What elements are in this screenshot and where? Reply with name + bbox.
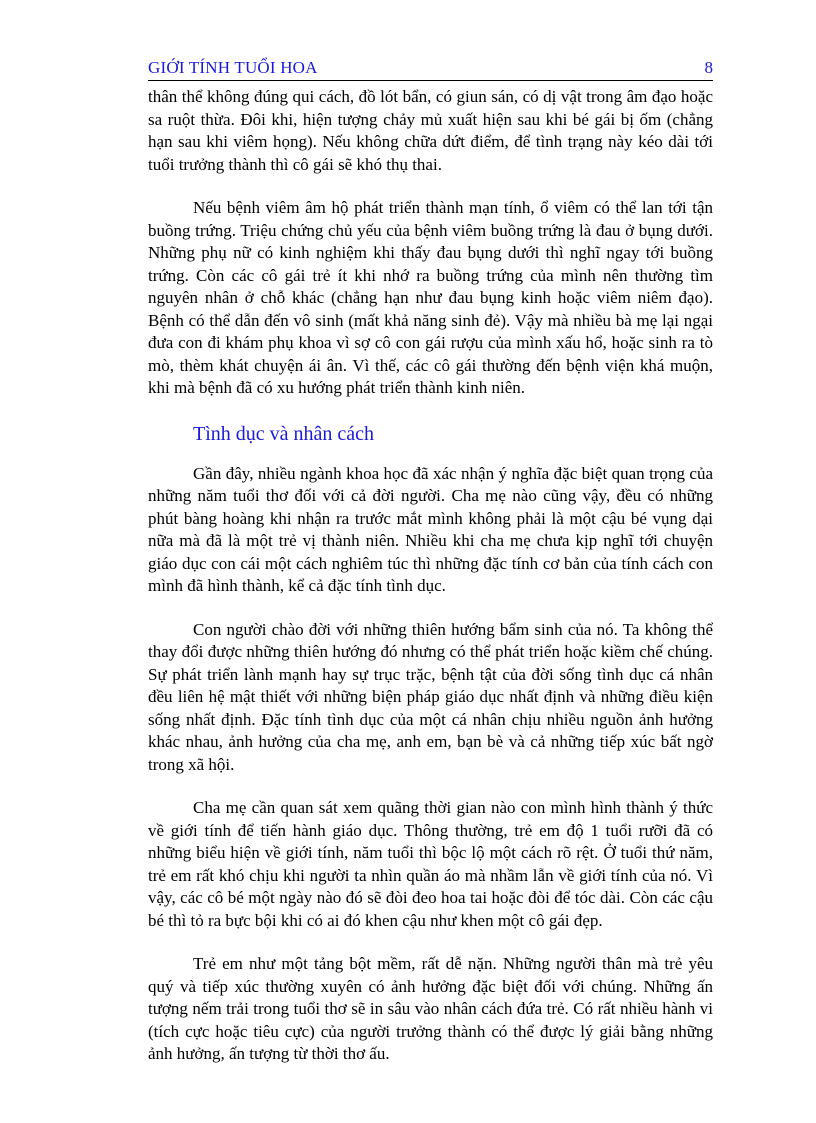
paragraph-4: Con người chào đời với những thiên hướng bẩm sinh của nó. Ta không thể thay đổi được những thiên hướng đó nhưng có thể phát triển hoặc kiềm chế chúng. Sự phát triển lành mạnh hay sự trục trặc, bệnh tật của đời sống tình dục cá nhân đều liên hệ mật thiết với những biện pháp giáo dục nhất định và những điều kiện sống nhất định. Đặc tính tình dục của một cá nhân chịu nhiều nguồn ảnh hưởng khác nhau, ảnh hưởng của cha mẹ, anh em, bạn bè và cả những tiếp xúc bất ngờ trong xã hội.: [148, 619, 713, 774]
section-heading: Tình dục và nhân cách: [193, 422, 375, 445]
paragraph-2: Nếu bệnh viêm âm hộ phát triển thành mạn tính, ổ viêm có thể lan tới tận buồng trứng. Triệu chứng chủ yếu của bệnh viêm buồng trứng là đau ở bụng dưới. Những phụ nữ có kinh nghiệm khi thấy đau bụng dưới thì nghĩ ngay tới buồng trứng. Còn các cô gái trẻ ít khi nhớ ra buồng trứng của mình nên thường tìm nguyên nhân ở chỗ khác (chẳng hạn như đau bụng kinh hoặc viêm niêm đạo). Bệnh có thể dẫn đến vô sinh (mất khả năng sinh đẻ). Vậy mà nhiều bà mẹ lại ngại đưa con đi khám phụ khoa vì sợ cô con gái rượu của mình xấu hổ, hoặc sinh ra tò mò, thèm khát chuyện ái ân. Vì thế, các cô gái thường đến bệnh viện khá muộn, khi mà bệnh đã có xu hướng phát triển thành kinh niên.: [148, 198, 713, 397]
page-number: 8: [704, 58, 713, 77]
page-body: [148, 86, 713, 1066]
paragraph-3: Gần đây, nhiều ngành khoa học đã xác nhận ý nghĩa đặc biệt quan trọng của những năm tuổi thơ đối với cả đời người. Cha mẹ nào cũng vậy, đều có những phút bàng hoàng khi nhận ra trước mắt mình không phải là một cậu bé vụng dại nữa mà đã là một trẻ vị thành niên. Nhiều khi cha mẹ chưa kịp nghĩ tới chuyện giáo dục con cái một cách nghiêm túc thì những đặc tính cơ bản của tính cách con mình đã hình thành, kể cả đặc tính tình dục.: [148, 463, 713, 595]
page-header: [148, 56, 713, 81]
paragraph-1: thân thể không đúng qui cách, đồ lót bẩn, có giun sán, có dị vật trong âm đạo hoặc sa ruột thừa. Đôi khi, hiện tượng chảy mủ xuất hiện sau khi bé gái bị ốm (chẳng hạn sau khi viêm họng). Nếu không chữa dứt điểm, để tình trạng này kéo dài tới tuổi trưởng thành thì cô gái sẽ khó thụ thai.: [148, 87, 713, 174]
paragraph-6: Trẻ em như một tảng bột mềm, rất dễ nặn. Những người thân mà trẻ yêu quý và tiếp xúc thường xuyên có ảnh hưởng đặc biệt đối với chúng. Những ấn tượng nếm trải trong tuổi thơ sẽ in sâu vào nhân cách đứa trẻ. Có rất nhiều hành vi (tích cực hoặc tiêu cực) của người trưởng thành có thể được lý giải bằng những ảnh hưởng, ấn tượng từ thời thơ ấu.: [148, 954, 713, 1063]
paragraph-5: Cha mẹ cần quan sát xem quãng thời gian nào con mình hình thành ý thức về giới tính để tiến hành giáo dục. Thông thường, trẻ em độ 1 tuổi rưỡi đã có những biểu hiện về giới tính, năm tuổi thì bộc lộ một cách rõ rệt. Ở tuổi thứ năm, trẻ em rất khó chịu khi người ta nhìn quần áo mà nhầm lẫn về giới tính của nó. Vì vậy, các cô bé một ngày nào đó sẽ đòi đeo hoa tai hoặc đòi để tóc dài. Còn các cậu bé thì tỏ ra bực bội khi có ai đó khen cậu như khen một cô gái đẹp.: [148, 798, 713, 930]
running-title: GIỚI TÍNH TUỔI HOA: [148, 58, 318, 77]
